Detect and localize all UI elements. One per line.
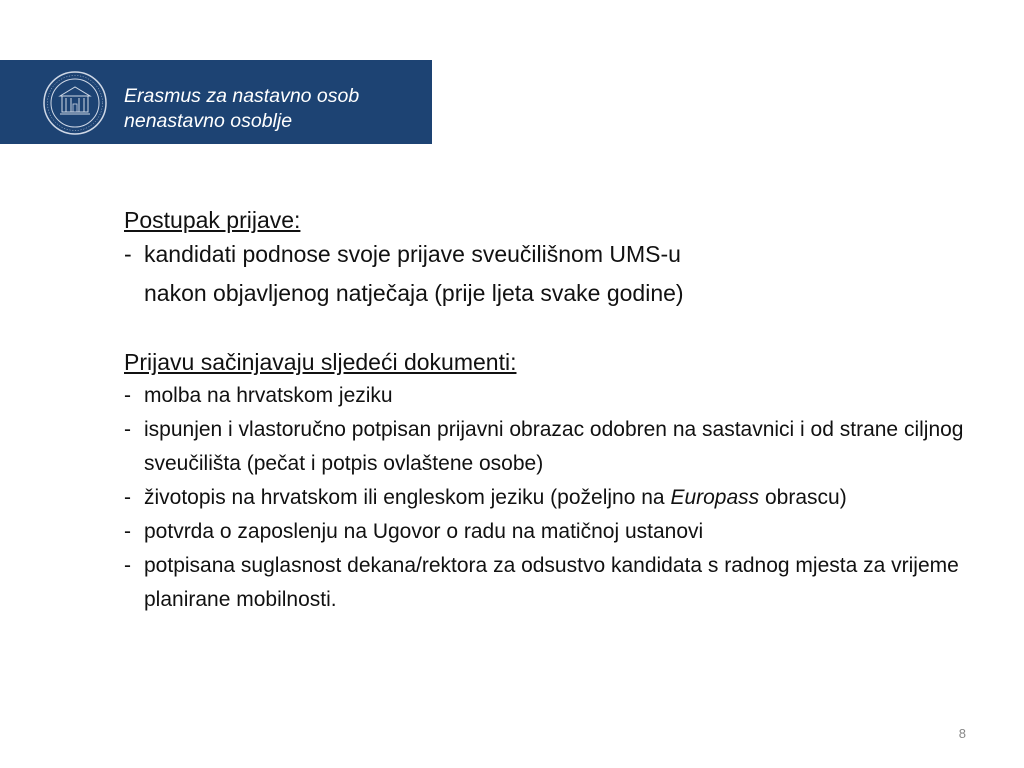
document-item-text: potvrda o zaposlenju na Ugovor o radu na matičnoj ustanovi	[144, 520, 704, 543]
document-item-text: ispunjen i vlastoručno potpisan prijavni obrazac odobren na sastavnici i od strane ciljnog sveučilišta (pečat i potpis ovlaštene osobe)	[144, 418, 964, 475]
list-item	[124, 481, 964, 515]
procedure-item-line1: kandidati podnose svoje prijave sveučilišnom UMS-u	[144, 241, 681, 267]
document-item-text: potpisana suglasnost dekana/rektora za odsustvo kandidata s radnog mjesta za vrijeme planirane mobilnosti.	[144, 554, 959, 611]
document-item-text: životopis na hrvatskom ili engleskom jeziku (poželjno na	[144, 486, 665, 509]
university-seal-icon	[42, 70, 108, 136]
document-item-text: molba na hrvatskom jeziku	[144, 384, 393, 407]
list-item	[124, 549, 964, 617]
documents-list	[124, 379, 964, 617]
page-number: 8	[958, 726, 966, 741]
dash-bullet: -	[124, 520, 131, 543]
procedure-item-line2: nakon objavljenog natječaja (prije ljeta svake godine)	[144, 280, 684, 306]
header-title	[124, 84, 432, 134]
dash-bullet: -	[124, 554, 131, 577]
header-title-line2: nenastavno osoblje	[124, 110, 293, 132]
dash-bullet: -	[124, 241, 132, 267]
dash-bullet: -	[124, 384, 131, 407]
europass-term: Europass	[670, 486, 760, 509]
procedure-item	[124, 235, 964, 313]
section-heading-documents: Prijavu sačinjavaju sljedeći dokumenti:	[124, 349, 517, 375]
dash-bullet: -	[124, 486, 131, 509]
section-heading-application-procedure: Postupak prijave:	[124, 207, 301, 233]
slide-content	[124, 205, 964, 617]
list-item	[124, 379, 964, 413]
list-item	[124, 515, 964, 549]
header-title-line1: Erasmus za nastavno osob	[124, 85, 360, 107]
dash-bullet: -	[124, 418, 131, 441]
header-band	[0, 60, 432, 144]
document-item-tail: obrascu)	[765, 486, 847, 509]
list-item	[124, 413, 964, 481]
